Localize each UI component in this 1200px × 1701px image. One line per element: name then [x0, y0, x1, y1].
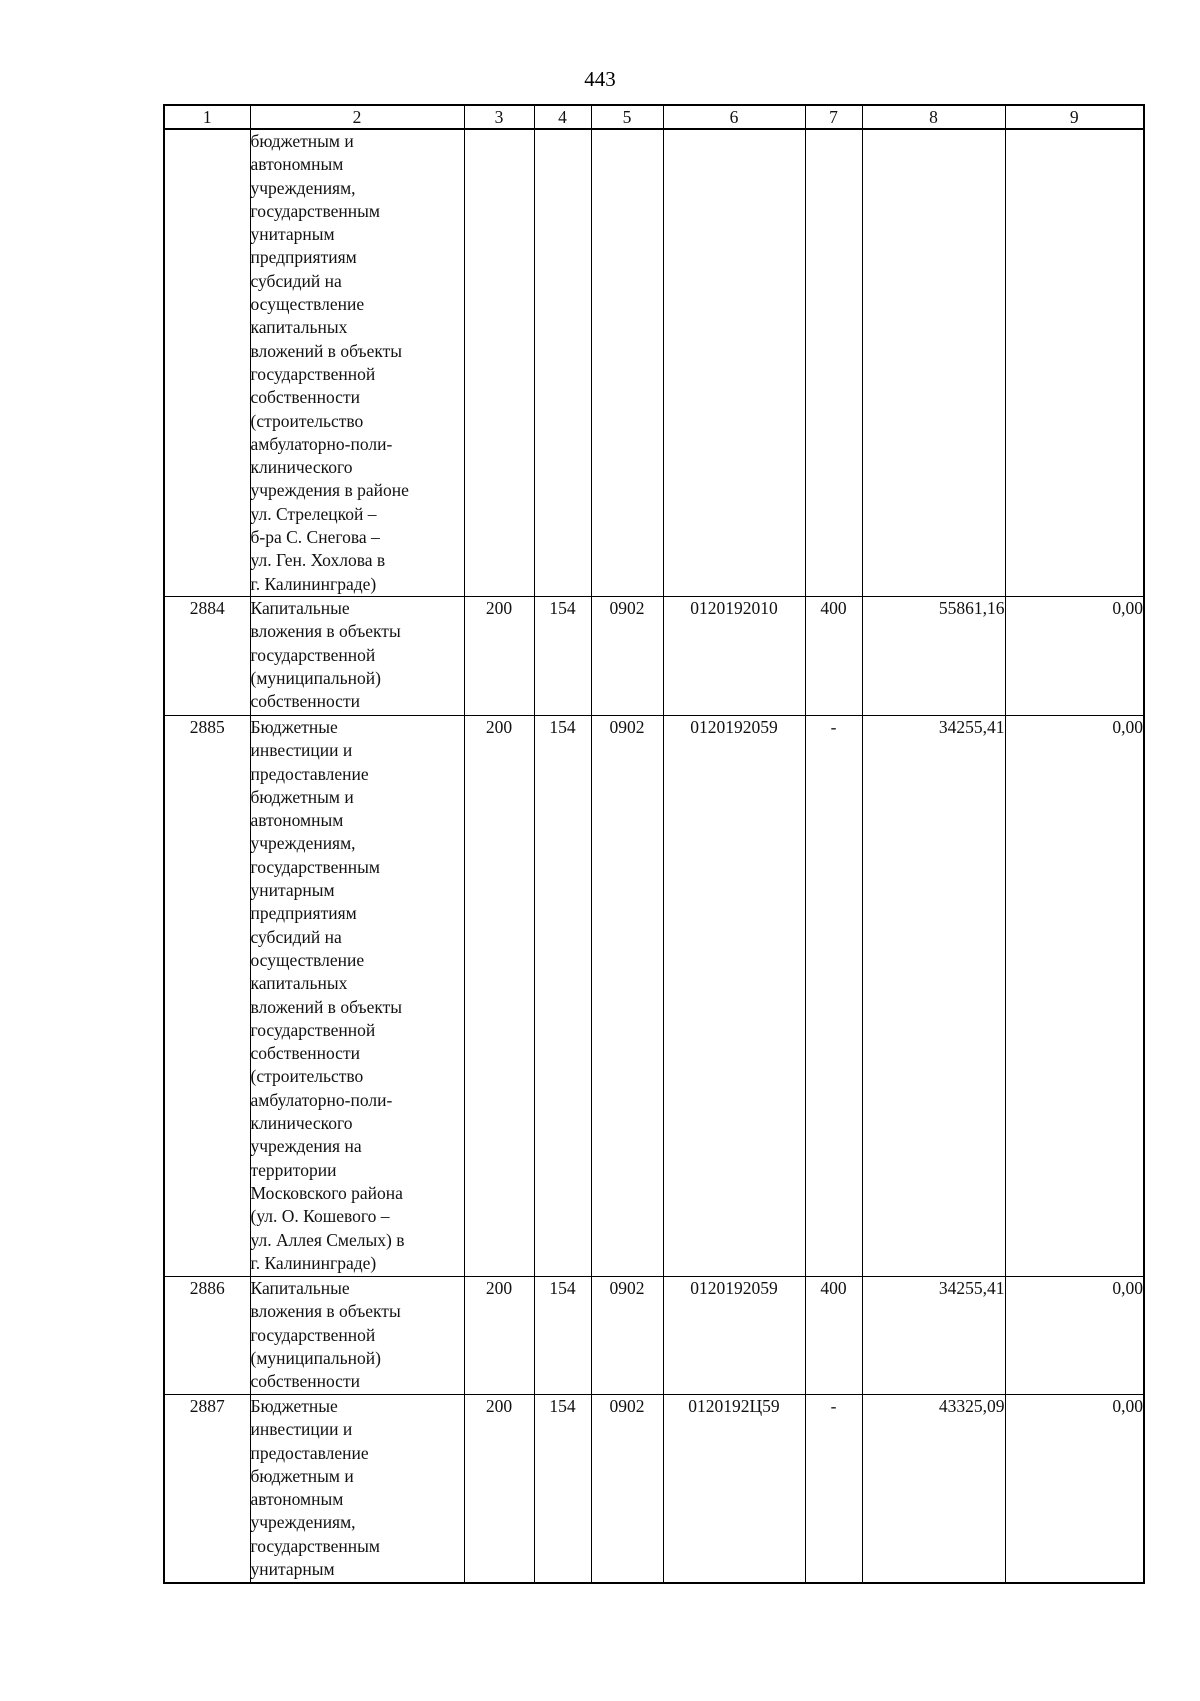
column-header-3: 3 — [464, 105, 534, 129]
row-name-cell: Бюджетные инвестиции и предоставление бюджетным и автономным учреждениям, государственным унитарным — [250, 1395, 464, 1584]
column-header-9: 9 — [1005, 105, 1144, 129]
cell-col-4: 154 — [534, 1395, 591, 1584]
cell-col-3 — [464, 129, 534, 597]
row-name-cell: бюджетным и автономным учреждениям, государственным унитарным предприятиям субсидий на осуществление капитальных вложений в объекты государственной собственности (строительство амбулаторно-поли- клинического учреждения в районе ул. Стрелецкой – б-ра С. Снегова – ул. Ген. Хохлова в г. Калининграде) — [250, 129, 464, 597]
cell-col-6: 0120192059 — [663, 1277, 805, 1395]
cell-col-6: 0120192010 — [663, 597, 805, 716]
row-number-cell: 2886 — [164, 1277, 250, 1395]
cell-col-5: 0902 — [591, 716, 663, 1277]
table-row — [164, 1277, 1144, 1395]
row-name-cell: Бюджетные инвестиции и предоставление бюджетным и автономным учреждениям, государственным унитарным предприятиям субсидий на осуществление капитальных вложений в объекты государственной собственности (строительство амбулаторно-поли- клинического учреждения на территории Московского района (ул. О. Кошевого – ул. Аллея Смелых) в г. Калининграде) — [250, 716, 464, 1277]
cell-col-9 — [1005, 129, 1144, 597]
cell-col-3: 200 — [464, 1277, 534, 1395]
column-header-1: 1 — [164, 105, 250, 129]
cell-col-4: 154 — [534, 1277, 591, 1395]
cell-col-3: 200 — [464, 597, 534, 716]
cell-col-4: 154 — [534, 597, 591, 716]
column-header-6: 6 — [663, 105, 805, 129]
column-header-7: 7 — [805, 105, 862, 129]
cell-col-5 — [591, 129, 663, 597]
table-row — [164, 597, 1144, 716]
column-header-8: 8 — [862, 105, 1005, 129]
cell-col-8: 55861,16 — [862, 597, 1005, 716]
cell-col-5: 0902 — [591, 1277, 663, 1395]
budget-table — [163, 104, 1145, 1584]
cell-col-4 — [534, 129, 591, 597]
row-number-cell: 2885 — [164, 716, 250, 1277]
table-row — [164, 129, 1144, 597]
cell-col-9: 0,00 — [1005, 716, 1144, 1277]
cell-col-7: - — [805, 1395, 862, 1584]
cell-col-5: 0902 — [591, 597, 663, 716]
cell-col-6 — [663, 129, 805, 597]
cell-col-3: 200 — [464, 716, 534, 1277]
cell-col-7: 400 — [805, 1277, 862, 1395]
column-header-5: 5 — [591, 105, 663, 129]
table-row — [164, 716, 1144, 1277]
cell-col-8: 34255,41 — [862, 716, 1005, 1277]
row-number-cell: 2884 — [164, 597, 250, 716]
cell-col-9: 0,00 — [1005, 1395, 1144, 1584]
header-row — [164, 105, 1144, 129]
column-header-2: 2 — [250, 105, 464, 129]
cell-col-8 — [862, 129, 1005, 597]
row-name-cell: Капитальные вложения в объекты государственной (муниципальной) собственности — [250, 597, 464, 716]
cell-col-6: 0120192Ц59 — [663, 1395, 805, 1584]
table-row — [164, 1395, 1144, 1584]
column-header-4: 4 — [534, 105, 591, 129]
cell-col-6: 0120192059 — [663, 716, 805, 1277]
cell-col-9: 0,00 — [1005, 1277, 1144, 1395]
row-number-cell — [164, 129, 250, 597]
cell-col-7 — [805, 129, 862, 597]
row-number-cell: 2887 — [164, 1395, 250, 1584]
page-number: 443 — [584, 67, 616, 91]
cell-col-4: 154 — [534, 716, 591, 1277]
cell-col-7: 400 — [805, 597, 862, 716]
cell-col-3: 200 — [464, 1395, 534, 1584]
cell-col-5: 0902 — [591, 1395, 663, 1584]
cell-col-9: 0,00 — [1005, 597, 1144, 716]
cell-col-8: 34255,41 — [862, 1277, 1005, 1395]
cell-col-7: - — [805, 716, 862, 1277]
cell-col-8: 43325,09 — [862, 1395, 1005, 1584]
row-name-cell: Капитальные вложения в объекты государственной (муниципальной) собственности — [250, 1277, 464, 1395]
